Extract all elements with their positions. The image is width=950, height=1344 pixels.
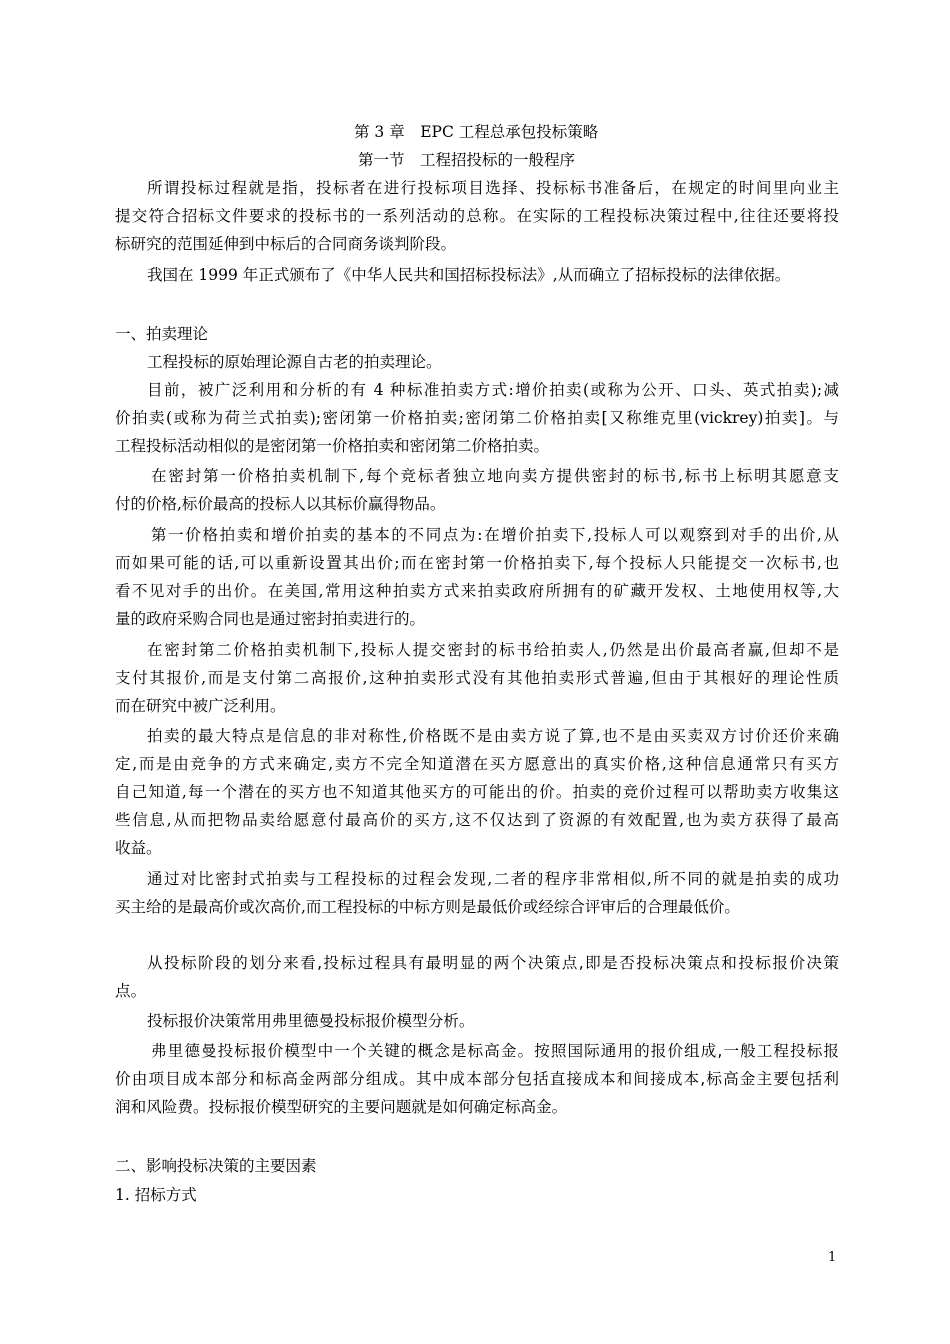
text-line: 自己知道,每一个潜在的买方也不知道其他买方的可能出的价。拍卖的竞价过程可以帮助卖方收集这 xyxy=(115,783,839,801)
text-line: 标研究的范围延伸到中标后的合同商务谈判阶段。 xyxy=(115,235,457,253)
text-line: 工程投标的原始理论源自古老的拍卖理论。 xyxy=(147,353,442,371)
text-line: 投标报价决策常用弗里德曼投标报价模型分析。 xyxy=(147,1012,475,1030)
text-line: 提交符合招标文件要求的投标书的一系列活动的总称。在实际的工程投标决策过程中,往往还要将投 xyxy=(115,207,839,225)
text-line: 支付其报价,而是支付第二高报价,这种拍卖形式没有其他拍卖形式普遍,但由于其根好的理论性质 xyxy=(115,669,839,687)
text-line: 量的政府采购合同也是通过密封拍卖进行的。 xyxy=(115,610,426,628)
section-title: 第一节 工程招投标的一般程序 xyxy=(358,151,576,169)
text-line: 看不见对手的出价。在美国,常用这种拍卖方式来拍卖政府所拥有的矿藏开发权、土地使用权等,大 xyxy=(115,582,839,600)
text-line: 拍卖的最大特点是信息的非对称性,价格既不是由卖方说了算,也不是由买卖双方讨价还价来确 xyxy=(147,727,839,745)
section-heading: 一、拍卖理论 xyxy=(115,325,209,343)
text-line: 买主给的是最高价或次高价,而工程投标的中标方则是最低价或经综合评审后的合理最低价。 xyxy=(115,898,740,916)
page-number: 1 xyxy=(828,1250,837,1265)
text-line: 而如果可能的话,可以重新设置其出价;而在密封第一价格拍卖下,每个投标人只能提交一次标书,也 xyxy=(115,554,839,572)
text-line: 通过对比密封式拍卖与工程投标的过程会发现,二者的程序非常相似,所不同的就是拍卖的成功 xyxy=(147,870,839,888)
chapter-title: 第 3 章 EPC 工程总承包投标策略 xyxy=(354,123,599,141)
text-line: 所谓投标过程就是指，投标者在进行投标项目选择、投标标书准备后，在规定的时间里向业主 xyxy=(147,179,839,197)
text-line: 我国在 1999 年正式颁布了《中华人民共和国招标投标法》,从而确立了招标投标的法律依据。 xyxy=(147,266,791,284)
text-line: 目前，被广泛利用和分析的有 4 种标准拍卖方式:增价拍卖(或称为公开、口头、英式拍卖);减 xyxy=(147,381,839,399)
text-line: 弗里德曼投标报价模型中一个关键的概念是标高金。按照国际通用的报价组成,一般工程投标报 xyxy=(151,1042,839,1060)
text-line: 定,而是由竞争的方式来确定,卖方不完全知道潜在买方愿意出的真实价格,这种信息通常只有买方 xyxy=(115,755,839,773)
text-line: 第一价格拍卖和增价拍卖的基本的不同点为:在增价拍卖下,投标人可以观察到对手的出价,从 xyxy=(151,526,839,544)
text-line: 付的价格,标价最高的投标人以其标价赢得物品。 xyxy=(115,495,446,513)
text-line: 在密封第一价格拍卖机制下,每个竞标者独立地向卖方提供密封的标书,标书上标明其愿意支 xyxy=(151,467,839,485)
text-line: 点。 xyxy=(115,982,147,1000)
text-line: 而在研究中被广泛利用。 xyxy=(115,697,286,715)
text-line: 收益。 xyxy=(115,839,162,857)
text-line: 在密封第二价格拍卖机制下,投标人提交密封的标书给拍卖人,仍然是出价最高者赢,但却不是 xyxy=(147,641,839,659)
subsection-heading: 1. 招标方式 xyxy=(115,1186,197,1204)
text-line: 价由项目成本部分和标高金两部分组成。其中成本部分包括直接成本和间接成本,标高金主要包括利 xyxy=(115,1070,839,1088)
text-line: 从投标阶段的划分来看,投标过程具有最明显的两个决策点,即是否投标决策点和投标报价决策 xyxy=(147,954,839,972)
text-line: 价拍卖(或称为荷兰式拍卖);密闭第一价格拍卖;密闭第二价格拍卖[又称维克里(vickrey)拍卖]。与 xyxy=(115,409,839,427)
text-line: 工程投标活动相似的是密闭第一价格拍卖和密闭第二价格拍卖。 xyxy=(115,437,550,455)
text-line: 润和风险费。投标报价模型研究的主要问题就是如何确定标高金。 xyxy=(115,1098,568,1116)
section-heading: 二、影响投标决策的主要因素 xyxy=(115,1157,317,1175)
text-line: 些信息,从而把物品卖给愿意付最高价的买方,这不仅达到了资源的有效配置,也为卖方获得了最高 xyxy=(115,811,839,829)
